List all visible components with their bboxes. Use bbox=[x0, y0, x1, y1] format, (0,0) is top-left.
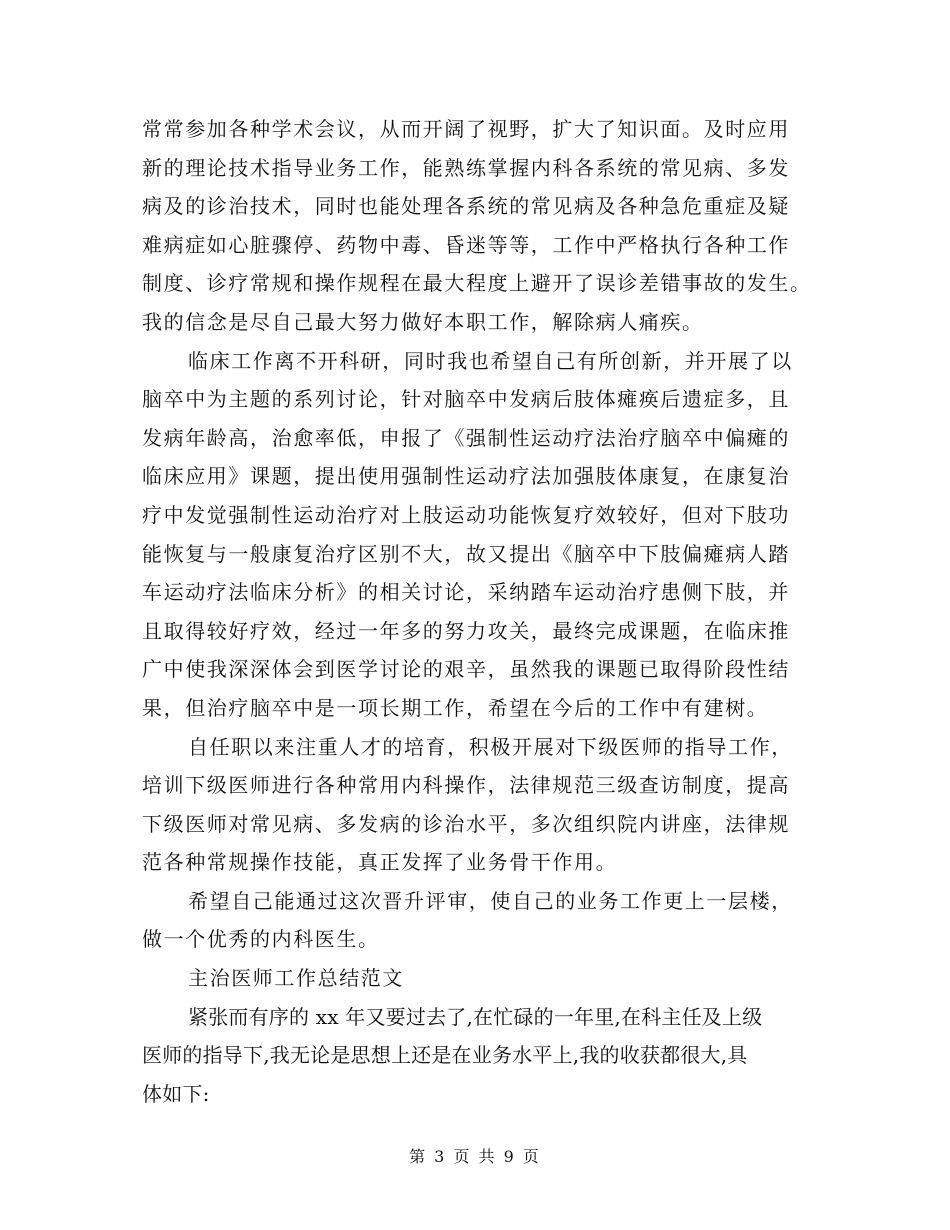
text-line: 广中使我深深体会到医学讨论的艰辛，虽然我的课题已取得阶段性结 bbox=[142, 657, 790, 682]
paragraph-first-line: 紧张而有序的 xx 年又要过去了,在忙碌的一年里,在科主任及上级 bbox=[188, 1004, 763, 1029]
text-line: 果，但治疗脑卒中是一项长期工作，希望在今后的工作中有建树。 bbox=[142, 695, 769, 720]
text-line: 病及的诊治技术，同时也能处理各系统的常见病及各种急危重症及疑 bbox=[142, 194, 790, 219]
text-line: 制度、诊疗常规和操作规程在最大程度上避开了误诊差错事故的发生。 bbox=[142, 271, 812, 296]
text-line: 且取得较好疗效，经过一年多的努力攻关，最终完成课题，在临床推 bbox=[142, 618, 790, 643]
paragraph-first-line: 临床工作离不开科研，同时我也希望自己有所创新，并开展了以 bbox=[188, 348, 793, 373]
section-heading: 主治医师工作总结范文 bbox=[188, 966, 404, 991]
text-line: 培训下级医师进行各种常用内科操作，法律规范三级查访制度，提高 bbox=[142, 773, 790, 798]
text-line: 体如下: bbox=[142, 1081, 210, 1106]
document-body bbox=[142, 110, 812, 1113]
page-number: 第 3 页 共 9 页 bbox=[409, 1147, 541, 1166]
text-line: 发病年龄高，治愈率低，申报了《强制性运动疗法治疗脑卒中偏瘫的 bbox=[142, 425, 790, 450]
text-line: 疗中发觉强制性运动治疗对上肢运动功能恢复疗效较好，但对下肢功 bbox=[142, 502, 790, 527]
text-line: 我的信念是尽自己最大努力做好本职工作，解除病人痛疾。 bbox=[142, 309, 704, 334]
text-line: 医师的指导下,我无论是思想上还是在业务水平上,我的收获都很大,具 bbox=[142, 1043, 748, 1068]
text-line: 常常参加各种学术会议，从而开阔了视野，扩大了知识面。及时应用 bbox=[142, 117, 790, 141]
text-line: 临床应用》课题，提出使用强制性运动疗法加强肢体康复，在康复治 bbox=[142, 464, 790, 489]
text-line: 新的理论技术指导业务工作，能熟练掌握内科各系统的常见病、多发 bbox=[142, 155, 790, 180]
paragraph-first-line: 自任职以来注重人才的培育，积极开展对下级医师的指导工作， bbox=[188, 734, 793, 759]
text-line: 难病症如心脏骤停、药物中毒、昏迷等等，工作中严格执行各种工作 bbox=[142, 232, 790, 257]
text-line: 车运动疗法临床分析》的相关讨论，采纳踏车运动治疗患侧下肢，并 bbox=[142, 580, 790, 605]
text-line: 做一个优秀的内科医生。 bbox=[142, 927, 380, 952]
text-line: 下级医师对常见病、多发病的诊治水平，多次组织院内讲座，法律规 bbox=[142, 811, 790, 836]
text-line: 脑卒中为主题的系列讨论，针对脑卒中发病后肢体瘫痪后遗症多，且 bbox=[142, 387, 790, 412]
text-line: 能恢复与一般康复治疗区别不大，故又提出《脑卒中下肢偏瘫病人踏 bbox=[142, 541, 790, 566]
paragraph-first-line: 希望自己能通过这次晋升评审，使自己的业务工作更上一层楼， bbox=[188, 888, 793, 913]
text-line: 范各种常规操作技能，真正发挥了业务骨干作用。 bbox=[142, 850, 618, 875]
